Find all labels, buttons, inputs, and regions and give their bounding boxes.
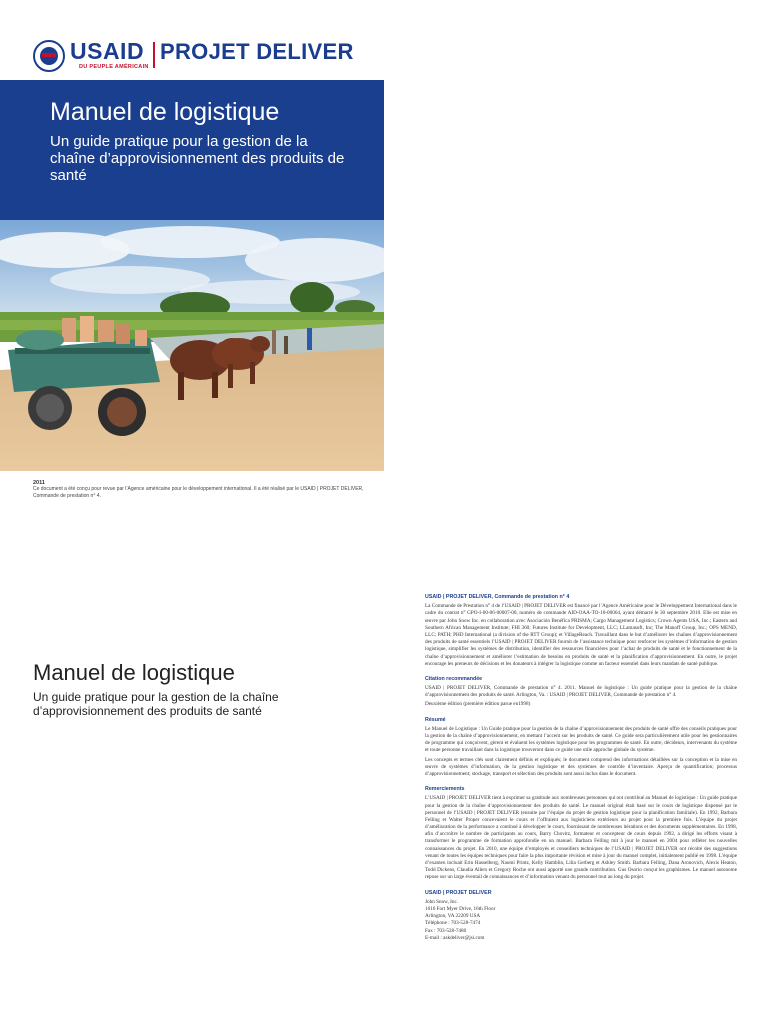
section-heading: Résumé — [425, 716, 446, 723]
citation-section — [425, 676, 737, 709]
cover-title: Manuel de logistique — [50, 98, 280, 126]
cover-photo — [0, 220, 384, 471]
acknowledgements-section — [425, 786, 737, 881]
section-body: La Commande de Prestation n° 4 de l’USAID | PROJET DELIVER est financé par l’Agence Américaine pour le Développement International dans le cadre du contrat n° GPO-I-00-06-00007-00, numéro de commande AID-OAA-TO-10-00064, ayant démarré le 30 septembre 2010. Elle est mise en œuvre par John Snow Inc. en collaboration avec Asociación Benéfica PRISMA; Cargo Management Logistics; Crown Agents USA, Inc.; Eastern and Southern African Management Institute; FHI 360; Futures Institute for Development, LLC; LLamasoft, Inc; The Manoff Group, Inc.; OPS MEND, LLC; PATH; PHD International (a division of the RTT Group); et VillageReach. Travaillant dans le but d’améliorer les chaînes d’approvisionnement des produits de santé essentiels l’USAID | PROJET DELIVER fournit de l’assistance technique pour renforcer les systèmes d’information de gestion logistique, simplifier les systèmes de distribution, identifier des ressources financières pour l’achat de produits de santé et le fonctionnement de la chaîne d’approvisionnement et améliorer l’estimation de besoins en produits de santé et la planification d’approvisionnement. En outre, le projet encourage les preneurs de décisions et les donateurs à intégrer la logistique comme un facteur essentiel dans leurs mandats de santé publique. — [425, 603, 737, 667]
phone-line: Téléphone : 703-528-7474 — [425, 920, 481, 927]
fax-line: Fax : 703-528-7480 — [425, 927, 467, 934]
logo-bar — [0, 0, 384, 80]
cover-footnote: Ce document a été conçu pour revue par l’Agence américaine pour le développement international. Il a été réalisé par le USAID | PROJET DELIVER, Commande de prestation n° 4. — [33, 486, 364, 499]
title-page-title: Manuel de logistique — [33, 660, 235, 685]
section-body: L’USAID | PROJET DELIVER tient à exprimer sa gratitude aux nombreuses personnes qui ont contribué au Manuel de logistique : Un guide pratique pour la gestion de la chaîne d’approvisionnement des produits de santé. Le manuel original était basé sur le cours de logistique dispensé par le personnel de l’USAID | PROJET DELIVER (ensuite par l’équipe du projet de gestion logistique pour la planification familiale). En 1992, Barbara Felling et Walter Proper concevaient le cours et l’offraient aux logisticiens extérieurs au projet pour la première fois. L’équipe du projet d’amélioration de la performance a continué à développer le cours, fournissant de nombreuses itérations et des documents supplémentaires. En 1998, afin d’accroître le nombre de participants au cours, Barry Chovitz, formateur et concepteur de cours depuis 1992, a dirigé les efforts visant à transformer le programme de formation approfondie en un manuel. Barbara Felling mit à jour le manuel en 2004 pour refléter les nouvelles connaissances du projet. En 2010, une équipe d’employés et conseillers techniques de l’USAID | PROJET DELIVER ont récolté des suggestions venant de toutes les équipes techniques pour faire la plus importante révision et mise à jour du manuel complet, initialement publié en 1998. L’équipe d’examen incluait Erin Hasselberg, Naomi Printz, Kelly Hamblin, Lilia Gerberg et Ashley Smith. Barbara Felling, Dana Aronovich, Alexis Heaton, Todd Dickens, Claudia Allers et Gregory Roche ont aussi apporté une grande contribution. Gus Osorio conçut les graphismes. Le manuel autonome repose sur un large éventail de connaissances et d’information venant du personnel tout au long du projet. — [425, 795, 737, 881]
section-body: Les concepts et termes clés sont clairement définis et expliqués; le document comprend des informations détaillées sur la conception et la mise en œuvre de systèmes d’information, de la gestion logistique et des systèmes de contrôle d’inventaire. Aperçu de quantification; processus d’approvisionnement; stockage, transport et sélection des produits sont aussi inclus dans le document. — [425, 756, 737, 777]
contact-section — [425, 890, 737, 942]
section-heading: Remerciements — [425, 786, 465, 793]
section-body: USAID | PROJET DELIVER, Commande de prestation n° 4. 2011. Manuel de logistique : Un guide pratique pour la gestion de la chaîne d’approvisionnement des produits de santé. Arlington, Va. : USAID | PROJET DELIVER, Commande de prestation n° 4. — [425, 685, 737, 699]
edition-note: Deuxième édition (première édition parue en1998) — [425, 701, 531, 708]
address-line: Arlington, VA 22209 USA — [425, 913, 481, 920]
usaid-seal-icon — [33, 40, 65, 72]
address-line: John Snow, Inc. — [425, 898, 459, 905]
email-line: E-mail : askdeliver@jsi.com — [425, 934, 485, 941]
section-heading: USAID | PROJET DELIVER — [425, 889, 492, 896]
address-line: 1616 Fort Myer Drive, 16th Floor — [425, 905, 496, 912]
logo-divider — [153, 42, 155, 68]
section-heading: Citation recommandée — [425, 675, 483, 682]
section-body: Le Manuel de Logistique : Un Guide pratique pour la gestion de la chaîne d’approvisionnement des produits de santé offre des conseils pratiques pour la gestion de la chaîne d’approvisionnement, en mettant l’accent sur les produits de santé. Ce guide sera particulièrement utile pour les gestionnaires de programme qui conçoivent, gèrent et évaluent les systèmes logistique pour les programmes de santé. En outre, décideurs, intervenants du système et toute personne travaillant dans la logistique trouveront dans ce guide une utile approche globale du système. — [425, 725, 737, 754]
cover-year: 2011 — [33, 480, 45, 486]
usaid-tagline: DU PEUPLE AMÉRICAIN — [79, 64, 149, 70]
cover-subtitle: Un guide pratique pour la gestion de la chaîne d’approvisionnement des produits de santé — [50, 133, 345, 184]
project-logo-text: PROJET DELIVER — [160, 39, 354, 64]
abstract-section — [425, 717, 737, 779]
colophon — [425, 594, 737, 950]
title-page-subtitle: Un guide pratique pour la gestion de la chaîne d’approvisionnement des produits de santé — [33, 690, 279, 719]
project-section — [425, 594, 737, 668]
usaid-logo-text: USAID — [70, 38, 145, 64]
section-heading: USAID | PROJET DELIVER, Commande de prestation n° 4 — [425, 594, 570, 600]
